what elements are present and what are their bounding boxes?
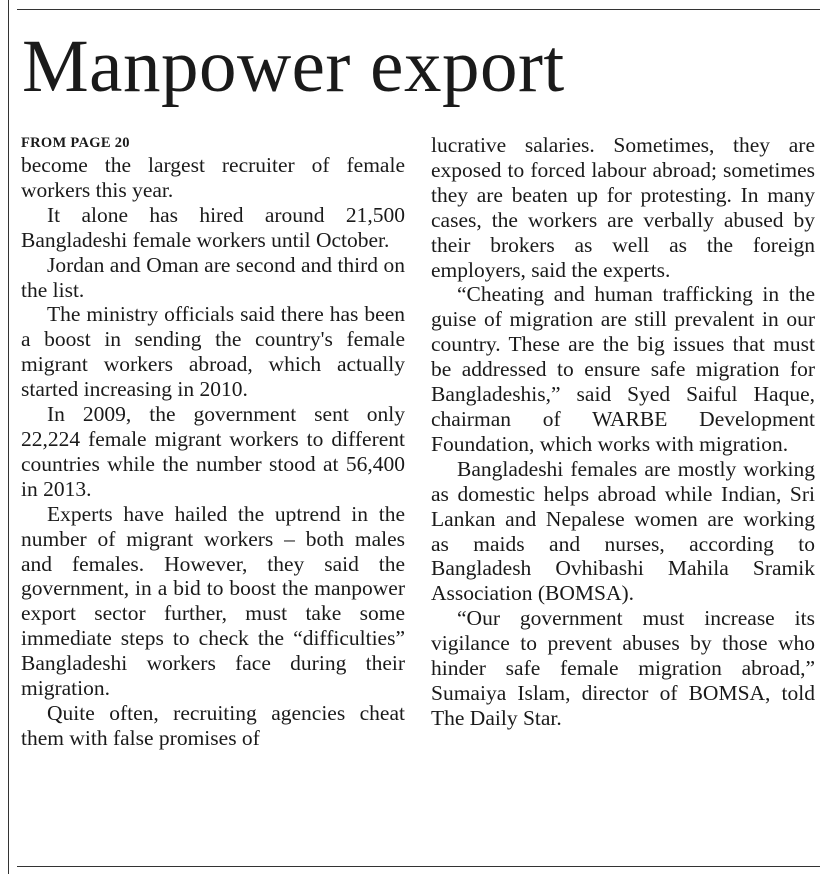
- paragraph: Jordan and Oman are second and third on the list.: [21, 252, 405, 302]
- paragraph: lucrative salaries. Sometimes, they are exposed to forced labour abroad; sometimes they are beaten up for protesting. In many cases, the workers are verbally abused by their brokers as well as the foreign employers, said the experts.: [431, 133, 815, 282]
- bottom-rule: [17, 866, 820, 867]
- paragraph: It alone has hired around 21,500 Bangladeshi female workers until October.: [21, 202, 405, 252]
- continued-from-label: FROM PAGE 20: [21, 135, 130, 151]
- article-column-right: [431, 133, 815, 731]
- paragraph: become the largest recruiter of female workers this year.: [21, 153, 405, 202]
- paragraph: “Our government must increase its vigilance to prevent abuses by those who hinder safe female migration abroad,” Sumaiya Islam, director of BOMSA, told The Daily Star.: [431, 606, 815, 730]
- paragraph: In 2009, the government sent only 22,224 female migrant workers to different countries while the number stood at 56,400 in 2013.: [21, 402, 405, 501]
- paragraph: “Cheating and human trafficking in the guise of migration are still prevalent in our country. These are the big issues that must be addressed to ensure safe migration for Bangladeshis,” said Syed Saiful Haque, chairman of WARBE Development Foundation, which works with migration.: [431, 282, 815, 456]
- paragraph: Quite often, recruiting agencies cheat them with false promises of: [21, 700, 405, 750]
- paragraph: Bangladeshi females are mostly working as domestic helps abroad while Indian, Sri Lankan and Nepalese women are working as maids and nurses, according to Bangladesh Ovhibashi Mahila Sramik Association (BOMSA).: [431, 456, 815, 606]
- top-rule: [17, 9, 820, 10]
- left-rule: [8, 0, 9, 874]
- paragraph: The ministry officials said there has been a boost in sending the country's female migrant workers abroad, which actually started increasing in 2010.: [21, 302, 405, 402]
- paragraph: Experts have hailed the uptrend in the number of migrant workers – both males and females. However, they said the government, in a bid to boost the manpower export sector further, must take some immediate steps to check the “difficulties” Bangladeshi workers face during their migration.: [21, 501, 405, 701]
- article-column-left: [21, 133, 405, 751]
- headline: Manpower export: [22, 25, 565, 108]
